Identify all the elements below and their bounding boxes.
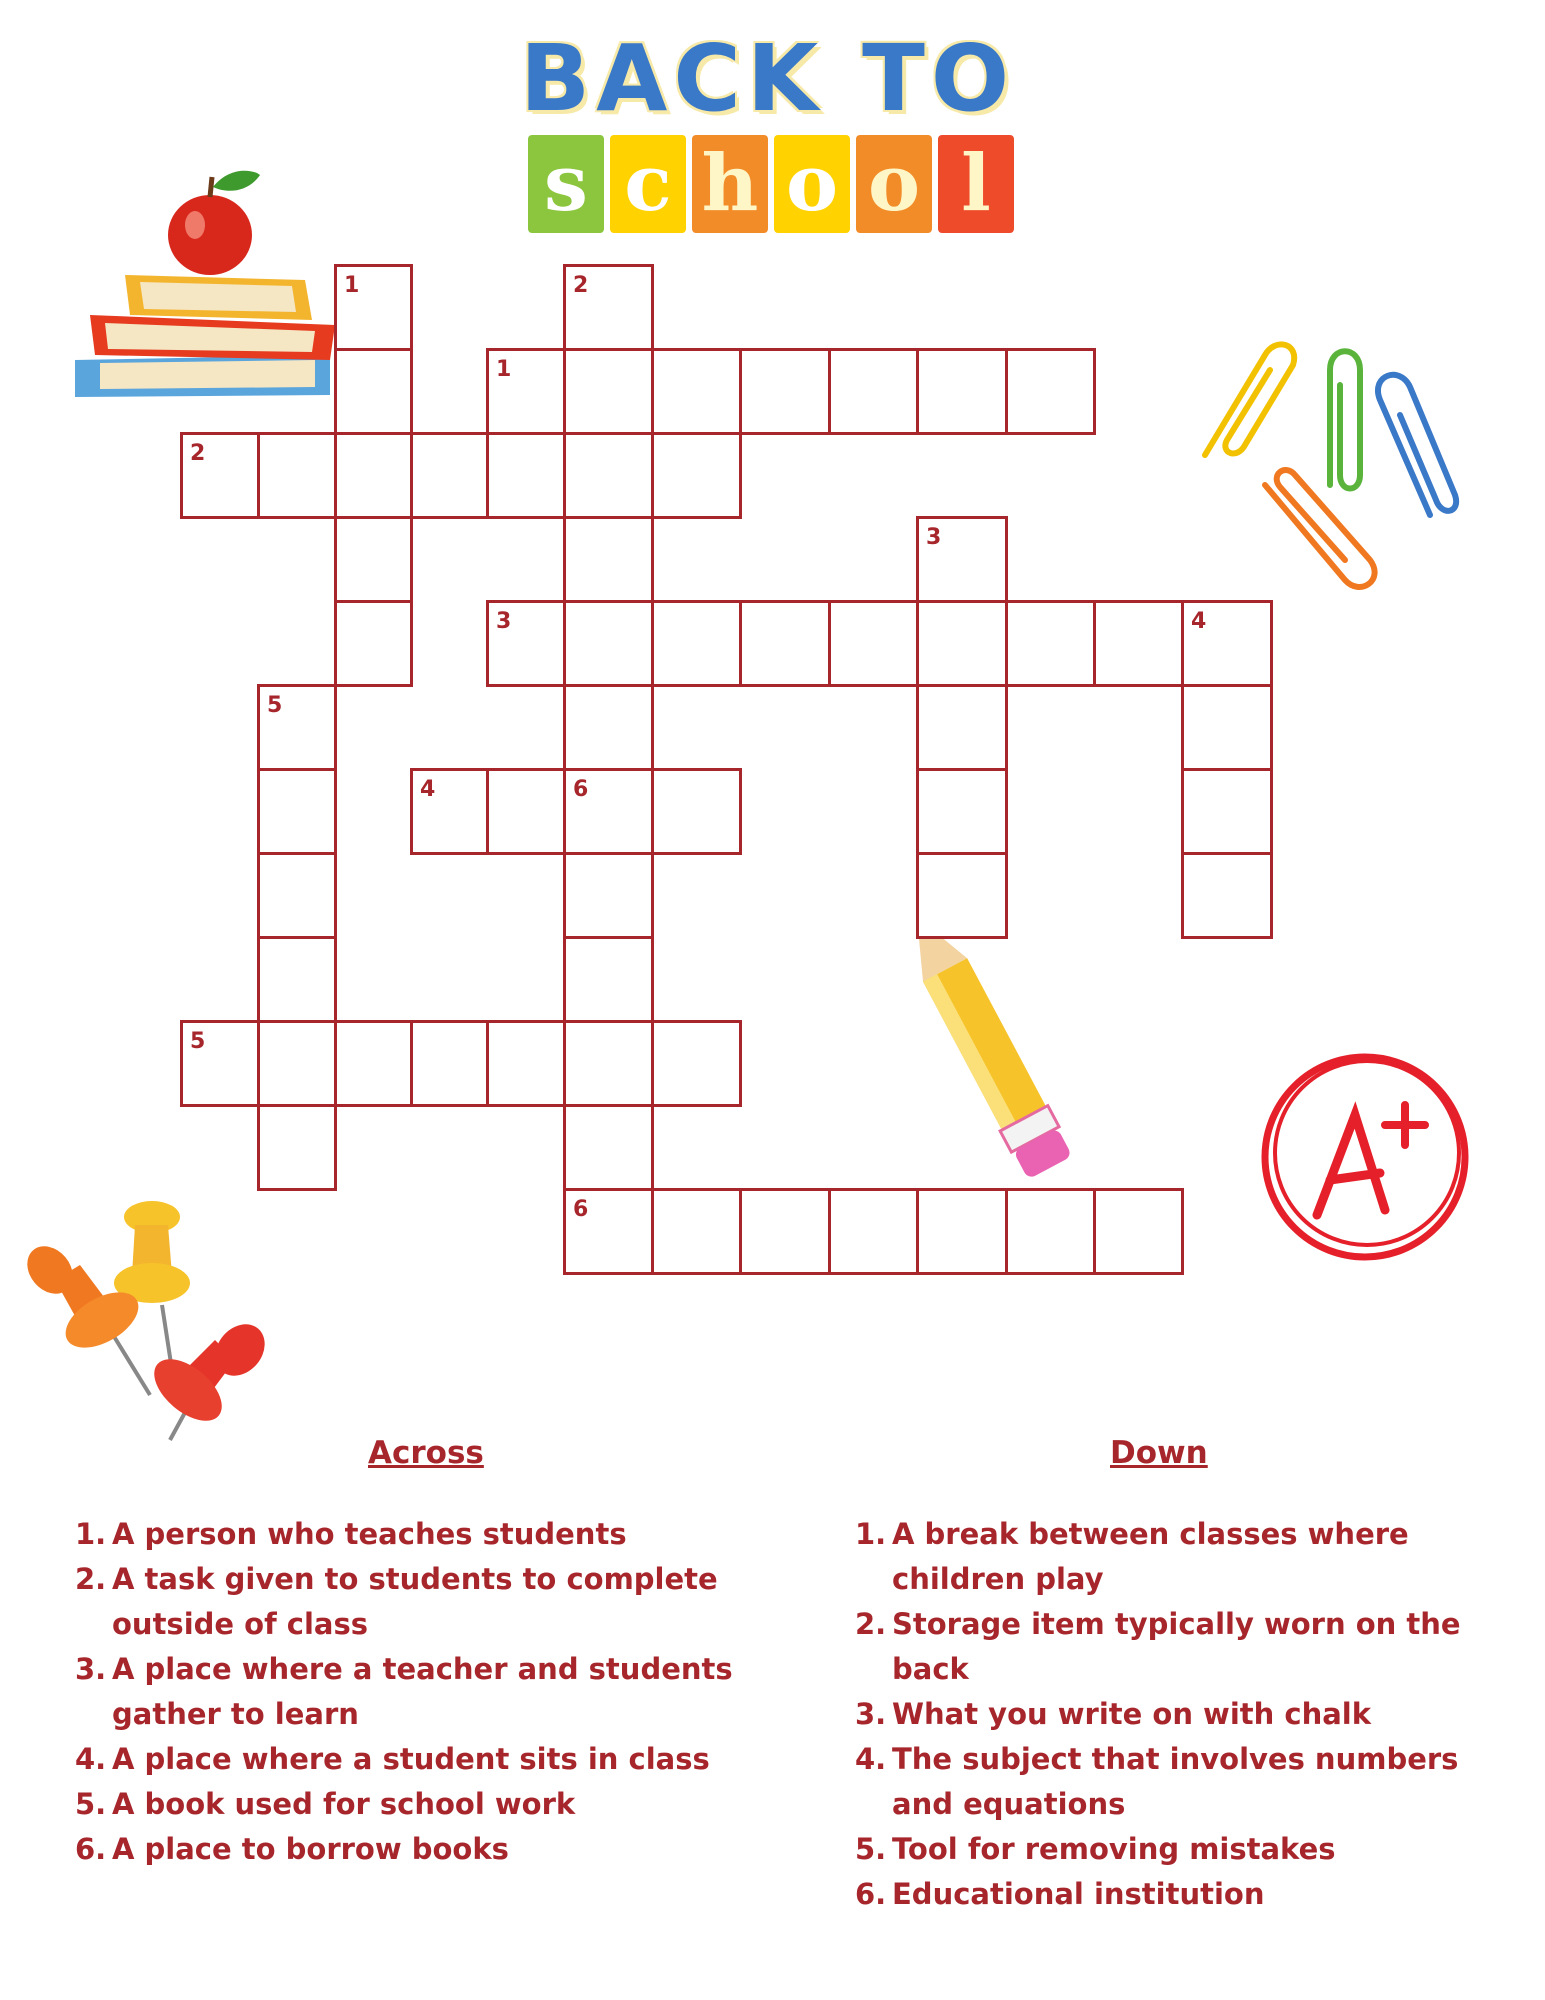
down-heading: Down: [1110, 1435, 1208, 1471]
title-line1: BACK TO: [520, 25, 1016, 132]
clue-number: 3.: [75, 1652, 107, 1686]
title-tile-o1: [774, 135, 850, 233]
crossword-cell[interactable]: [257, 768, 337, 855]
clue-text: A place where a student sits in class: [112, 1742, 710, 1776]
cell-number: 5: [267, 693, 283, 718]
crossword-cell[interactable]: [1005, 600, 1096, 687]
crossword-cell[interactable]: [334, 432, 413, 519]
crossword-cell[interactable]: [486, 600, 566, 687]
clue-text: Tool for removing mistakes: [892, 1832, 1336, 1866]
crossword-cell[interactable]: [916, 348, 1008, 435]
title-letter-l: l: [961, 138, 991, 229]
across-clue-4: [75, 1737, 775, 1782]
clue-number: 5.: [75, 1787, 107, 1821]
crossword-cell[interactable]: [651, 432, 742, 519]
crossword-cell[interactable]: [410, 1020, 489, 1107]
cell-number: 3: [496, 609, 512, 634]
crossword-cell[interactable]: [739, 600, 831, 687]
push-pins-icon: [20, 1195, 280, 1485]
crossword-cell[interactable]: [739, 348, 831, 435]
crossword-cell[interactable]: [651, 348, 742, 435]
cell-number: 1: [496, 357, 512, 382]
title-tile-l: [938, 135, 1014, 233]
crossword-cell[interactable]: [486, 432, 566, 519]
cell-number: 6: [573, 777, 589, 802]
cell-number: 4: [420, 777, 436, 802]
crossword-cell[interactable]: [1181, 768, 1273, 855]
crossword-cell[interactable]: [563, 936, 654, 1023]
crossword-cell[interactable]: [916, 768, 1008, 855]
down-clue-5: [855, 1827, 1495, 1872]
books-with-apple-icon: [60, 165, 350, 405]
crossword-cell[interactable]: [334, 516, 413, 603]
title-letter-o2: o: [867, 138, 921, 229]
crossword-cell[interactable]: [1093, 600, 1184, 687]
crossword-cell[interactable]: [180, 1020, 260, 1107]
crossword-cell[interactable]: [563, 1020, 654, 1107]
crossword-cell[interactable]: [563, 432, 654, 519]
clue-number: 6.: [75, 1832, 107, 1866]
clue-text: A task given to students to complete outside of class: [112, 1562, 718, 1641]
crossword-cell[interactable]: [257, 684, 337, 771]
crossword-cell[interactable]: [257, 936, 337, 1023]
across-clue-1: [75, 1512, 775, 1557]
cell-number: 5: [190, 1029, 206, 1054]
clue-text: Storage item typically worn on the back: [892, 1607, 1461, 1686]
title-tile-h: [692, 135, 768, 233]
clue-number: 4.: [855, 1742, 887, 1776]
crossword-cell[interactable]: [1005, 348, 1096, 435]
crossword-cell[interactable]: [563, 348, 654, 435]
down-clue-4: [855, 1737, 1495, 1827]
crossword-cell[interactable]: [916, 516, 1008, 603]
clue-number: 2.: [855, 1607, 887, 1641]
crossword-cell[interactable]: [563, 1104, 654, 1191]
down-clue-1: [855, 1512, 1495, 1602]
crossword-cell[interactable]: [916, 1188, 1008, 1275]
cell-number: 6: [573, 1197, 589, 1222]
clue-text: Educational institution: [892, 1877, 1265, 1911]
crossword-cell[interactable]: [651, 1188, 742, 1275]
title-letter-o1: o: [785, 138, 839, 229]
clue-text: A place where a teacher and students gather to learn: [112, 1652, 733, 1731]
cell-number: 1: [344, 273, 360, 298]
across-clue-2: [75, 1557, 775, 1647]
crossword-cell[interactable]: [563, 1188, 654, 1275]
across-clue-5: [75, 1782, 775, 1827]
crossword-cell[interactable]: [410, 432, 489, 519]
crossword-cell[interactable]: [828, 348, 919, 435]
clue-text: A person who teaches students: [112, 1517, 627, 1551]
clue-number: 1.: [855, 1517, 887, 1551]
crossword-cell[interactable]: [828, 1188, 919, 1275]
cell-number: 2: [573, 273, 589, 298]
crossword-cell[interactable]: [257, 852, 337, 939]
crossword-cell[interactable]: [563, 264, 654, 351]
clue-number: 2.: [75, 1562, 107, 1596]
crossword-cell[interactable]: [563, 600, 654, 687]
across-clue-6: [75, 1827, 775, 1872]
cell-number: 3: [926, 525, 942, 550]
cell-number: 2: [190, 441, 206, 466]
title-tile-o2: [856, 135, 932, 233]
crossword-cell[interactable]: [334, 1020, 413, 1107]
clue-number: 3.: [855, 1697, 887, 1731]
title-letter-h: h: [701, 138, 759, 229]
crossword-cell[interactable]: [563, 516, 654, 603]
clue-text: What you write on with chalk: [892, 1697, 1372, 1731]
clue-text: A place to borrow books: [112, 1832, 509, 1866]
crossword-cell[interactable]: [1181, 684, 1273, 771]
cell-number: 4: [1191, 609, 1207, 634]
crossword-cell[interactable]: [563, 852, 654, 939]
crossword-cell[interactable]: [828, 600, 919, 687]
down-clue-6: [855, 1872, 1495, 1917]
crossword-cell[interactable]: [486, 1020, 566, 1107]
crossword-cell[interactable]: [1181, 852, 1273, 939]
title-letter-s: s: [544, 138, 588, 229]
crossword-cell[interactable]: [257, 432, 337, 519]
crossword-cell[interactable]: [486, 348, 566, 435]
clue-text: A book used for school work: [112, 1787, 576, 1821]
crossword-cell[interactable]: [486, 768, 566, 855]
title-school: [528, 135, 1018, 240]
paperclips-icon: [1185, 325, 1485, 610]
clue-number: 5.: [855, 1832, 887, 1866]
crossword-cell[interactable]: [651, 1020, 742, 1107]
crossword-cell[interactable]: [563, 768, 654, 855]
across-clue-3: [75, 1647, 775, 1737]
crossword-cell[interactable]: [563, 684, 654, 771]
down-clue-3: [855, 1692, 1495, 1737]
crossword-cell[interactable]: [1005, 1188, 1096, 1275]
a-plus-grade-icon: [1255, 1045, 1475, 1265]
pencil-icon: [880, 890, 1090, 1200]
clue-number: 4.: [75, 1742, 107, 1776]
crossword-cell[interactable]: [257, 1020, 337, 1107]
crossword-cell[interactable]: [916, 684, 1008, 771]
crossword-cell[interactable]: [739, 1188, 831, 1275]
title-back-to: [520, 25, 1020, 140]
clue-number: 1.: [75, 1517, 107, 1551]
crossword-cell[interactable]: [916, 600, 1008, 687]
crossword-cell[interactable]: [1181, 600, 1273, 687]
clue-text: The subject that involves numbers and equations: [892, 1742, 1459, 1821]
crossword-cell[interactable]: [651, 600, 742, 687]
crossword-cell[interactable]: [651, 768, 742, 855]
crossword-cell[interactable]: [334, 600, 413, 687]
down-clue-list: [855, 1512, 1495, 1917]
title-tile-c: [610, 135, 686, 233]
crossword-cell[interactable]: [180, 432, 260, 519]
clue-number: 6.: [855, 1877, 887, 1911]
crossword-cell[interactable]: [257, 1104, 337, 1191]
crossword-cell[interactable]: [1093, 1188, 1184, 1275]
down-clue-2: [855, 1602, 1495, 1692]
title-tile-s: [528, 135, 604, 233]
across-heading: Across: [368, 1435, 484, 1471]
clue-text: A break between classes where children play: [892, 1517, 1409, 1596]
title-letter-c: c: [624, 138, 672, 229]
across-clue-list: [75, 1512, 775, 1872]
crossword-cell[interactable]: [410, 768, 489, 855]
